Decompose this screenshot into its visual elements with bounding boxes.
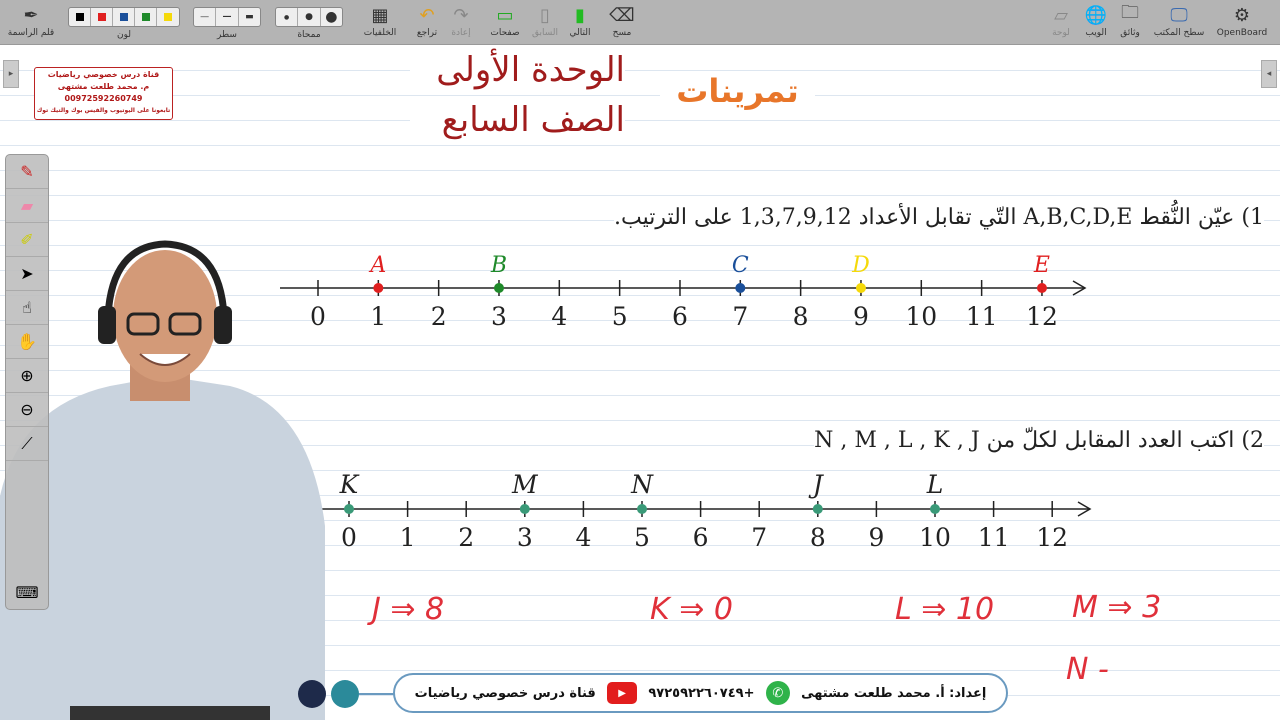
answer-l: L ⇒ 10: [895, 592, 995, 627]
hand-tool[interactable]: [6, 325, 48, 359]
point-label-E: E: [1033, 253, 1050, 278]
tick-label: 1: [370, 302, 387, 331]
board-button[interactable]: ▱ لوحة: [1046, 2, 1076, 38]
add-page-icon: ▭: [496, 4, 514, 26]
previous-page-button[interactable]: ▯ السابق: [528, 2, 562, 38]
point-label-A: A: [370, 253, 387, 278]
eraser-size-picker[interactable]: ● ● ● ممحاة: [274, 2, 344, 40]
eraser-medium[interactable]: ●: [298, 8, 320, 26]
redo-button[interactable]: ↷ إعادة: [446, 2, 476, 38]
point-label-D: D: [852, 253, 870, 278]
footer-banner: [393, 673, 1008, 713]
keyboard-icon: ⌨: [15, 582, 39, 602]
point-label-J: J: [812, 470, 823, 499]
next-page-button[interactable]: ▮ التالي: [564, 2, 596, 38]
line-medium[interactable]: —: [216, 8, 238, 26]
channel-stamp-logo: [34, 67, 173, 120]
point-label-N: N: [631, 470, 653, 499]
youtube-icon: ▶: [607, 682, 637, 704]
erase-icon: ⌫: [609, 4, 635, 26]
clear-button[interactable]: ⌫ مسح: [606, 2, 638, 38]
board-icon: ▱: [1054, 4, 1068, 26]
zoom-in-icon: ⊕: [20, 366, 34, 385]
tick-label: 6: [672, 302, 688, 331]
eraser-icon: ▰: [20, 196, 34, 215]
color-red[interactable]: [91, 8, 113, 26]
tick-label: 5: [634, 523, 650, 552]
stamp-line: م. محمد طلعت مشتهى: [57, 82, 150, 91]
pen-icon: ✎: [20, 162, 34, 181]
highlighter-icon: ✐: [20, 230, 34, 249]
tick-label: 7: [732, 302, 749, 331]
desktop-button[interactable]: 🖵 سطح المكتب: [1148, 2, 1210, 38]
point-label-M: M: [511, 470, 538, 499]
answer-j: J ⇒ 8: [372, 592, 445, 627]
globe-icon: 🌐: [1084, 4, 1108, 26]
pen-tool[interactable]: [6, 155, 48, 189]
left-panel-toggle[interactable]: ▸: [3, 60, 19, 88]
select-tool[interactable]: [6, 257, 48, 291]
tick-label: 4: [551, 302, 568, 331]
unit-title: الوحدة الأولى: [410, 52, 625, 88]
whatsapp-icon: ✆: [766, 681, 790, 705]
tick-label: 6: [692, 523, 709, 552]
tick-label: 2: [430, 302, 447, 331]
tick-label: 7: [751, 523, 768, 552]
laser-pointer-icon: ⟋: [21, 433, 33, 453]
redo-icon: ↷: [453, 4, 469, 26]
hand-icon: ✋: [17, 332, 37, 351]
zoom-in-tool[interactable]: [6, 359, 48, 393]
tick-label: 0: [310, 302, 326, 331]
line-thick[interactable]: ▬: [245, 12, 254, 22]
point-label-C: C: [731, 253, 749, 278]
color-blue[interactable]: [113, 8, 135, 26]
decor-line: [359, 693, 395, 695]
tick-label: 12: [1036, 523, 1069, 552]
pages-button[interactable]: ▭ صفحات: [486, 2, 524, 38]
tick-label: 11: [977, 523, 1010, 552]
question-2: 2) اكتب العدد المقابل لكلّ من N , M , L , K , J: [814, 428, 1264, 453]
color-picker[interactable]: لون: [66, 2, 182, 40]
tick-label: 5: [611, 302, 628, 331]
channel-name: قناة درس خصوصي رياضيات: [414, 685, 596, 701]
undo-button[interactable]: ↶ تراجع: [410, 2, 444, 38]
openboard-icon: ⚙: [1233, 4, 1251, 26]
pen-tool-button[interactable]: ✒ قلم الراسمة: [2, 2, 60, 38]
previous-icon: ▯: [540, 4, 550, 26]
point-label-B: B: [490, 253, 508, 278]
grade-title: الصف السابع: [410, 100, 625, 140]
web-button[interactable]: 🌐 الويب: [1080, 2, 1112, 38]
toolbar: [0, 0, 1280, 45]
tick-label: 9: [853, 302, 869, 331]
right-panel-toggle[interactable]: ◂: [1261, 60, 1277, 88]
stamp-line: تابعونا على اليوتيوب والفيس بوك والتيك توك: [36, 107, 171, 114]
desktop-icon: 🖵: [1170, 4, 1188, 26]
laser-pointer-tool[interactable]: [6, 427, 48, 461]
answer-n: N -: [1066, 652, 1109, 687]
tick-label: 3: [491, 302, 507, 331]
tick-label: 11: [965, 302, 998, 331]
line-width-picker[interactable]: — — ▬ سطر: [192, 2, 262, 40]
openboard-menu-button[interactable]: ⚙ OpenBoard: [1212, 2, 1272, 38]
tick-label: 10: [905, 302, 938, 331]
tick-label: 0: [341, 523, 357, 552]
question-1: 1) عيّن النُّقط A,B,C,D,E التّي تقابل الأعداد 1,3,7,9,12 على الترتيب.: [614, 205, 1264, 230]
tick-label: 4: [575, 523, 592, 552]
tick-label: 1: [399, 523, 416, 552]
decor-dot-teal: [331, 680, 359, 708]
tick-label: 3: [516, 523, 533, 552]
color-green[interactable]: [135, 8, 157, 26]
zoom-out-icon: ⊖: [20, 400, 34, 419]
keyboard-button[interactable]: [6, 575, 48, 609]
phone-number: +٩٧٢٥٩٢٢٦٠٧٤٩: [648, 685, 755, 701]
color-yellow[interactable]: [157, 8, 179, 26]
point-label-L: L: [926, 470, 944, 499]
eraser-small[interactable]: ●: [276, 8, 298, 26]
documents-button[interactable]: 🗀 وثائق: [1114, 2, 1146, 38]
eraser-large[interactable]: ●: [325, 9, 338, 25]
interact-tool[interactable]: [6, 291, 48, 325]
line-thin[interactable]: —: [194, 8, 216, 26]
tick-label: 10: [919, 523, 951, 552]
pointing-hand-icon: ☝: [22, 298, 32, 317]
answer-k: K ⇒ 0: [650, 592, 733, 627]
undo-icon: ↶: [419, 4, 435, 26]
tick-label: 2: [458, 523, 475, 552]
point-label-K: K: [339, 470, 359, 499]
author-label: إعداد: أ. محمد طلعت مشتهى: [801, 685, 987, 701]
backgrounds-button[interactable]: ▦ الخلفيات: [358, 2, 402, 38]
exercises-heading: تمرينات: [660, 72, 815, 110]
pen-icon: ✒: [23, 4, 39, 26]
zoom-out-tool[interactable]: [6, 393, 48, 427]
tick-label: 8: [792, 302, 809, 331]
stamp-line: قناة درس خصوصي رياضيات: [47, 70, 160, 79]
stamp-line: 00972592260749: [64, 94, 143, 103]
next-icon: ▮: [575, 4, 585, 26]
answer-m: M ⇒ 3: [1072, 590, 1162, 625]
folder-icon: 🗀: [1121, 2, 1139, 23]
color-black[interactable]: [69, 8, 91, 26]
cursor-arrow-icon: ➤: [20, 264, 34, 283]
tick-label: 8: [809, 523, 826, 552]
backgrounds-icon: ▦: [371, 4, 389, 26]
presenter-photo: [0, 236, 330, 720]
tick-label: 12: [1026, 302, 1058, 331]
tick-label: 9: [868, 523, 885, 552]
decor-dot-navy: [298, 680, 326, 708]
highlighter-tool[interactable]: [6, 223, 48, 257]
tool-palette: [5, 154, 49, 610]
eraser-tool[interactable]: [6, 189, 48, 223]
